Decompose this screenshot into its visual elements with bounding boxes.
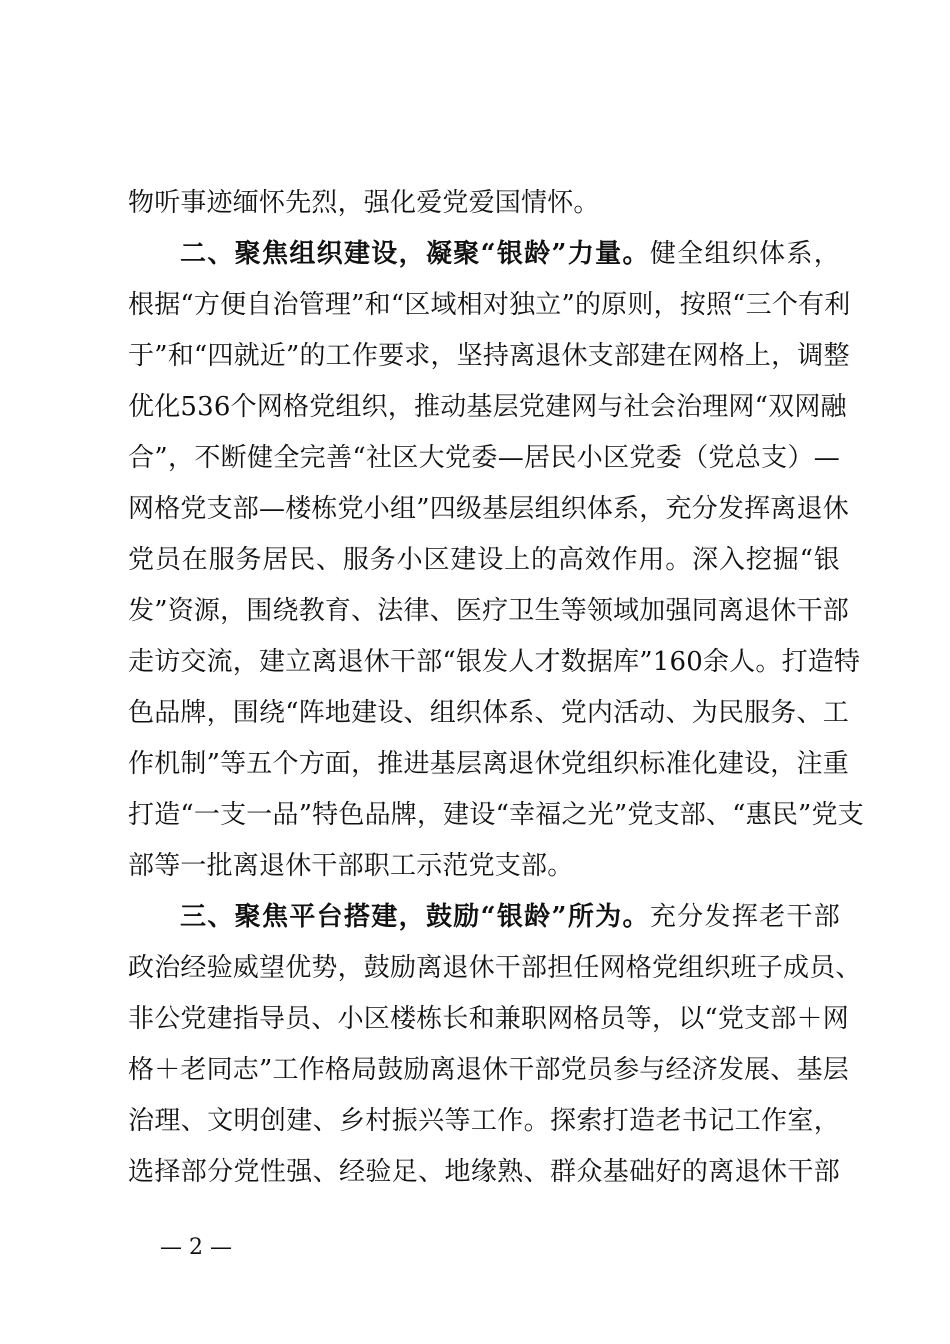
line-text: 健全组织体系， <box>649 239 840 269</box>
text-line <box>128 1096 840 1147</box>
text-line <box>128 535 840 586</box>
line-text: 非公党建指导员、小区楼栋长和兼职网格员等，以“党支部＋网 <box>128 1004 849 1034</box>
line-text: 打造“一支一品”特色品牌，建设“幸福之光”党支部、“惠民”党支 <box>128 800 864 830</box>
text-line <box>128 484 849 535</box>
text-line <box>128 178 840 229</box>
text-line <box>128 943 862 994</box>
line-text: 政治经验威望优势，鼓励离退休干部担任网格党组织班子成员、 <box>128 953 862 983</box>
line-text: 走访交流，建立离退休干部“银发人才数据库”160余人。打造特 <box>128 647 861 677</box>
text-line <box>128 1147 840 1198</box>
text-line <box>128 280 851 331</box>
line-text: 充分发挥老干部 <box>649 902 840 932</box>
section-heading-line <box>128 892 840 943</box>
text-line <box>128 1045 849 1096</box>
line-text: 物听事迹缅怀先烈，强化爱党爱国情怀。 <box>128 188 600 218</box>
text-line <box>128 790 864 841</box>
line-text: 色品牌，围绕“阵地建设、组织体系、党内活动、为民服务、工 <box>128 698 849 728</box>
page-number: — 2 — <box>160 1235 232 1260</box>
line-text: 格＋老同志”工作格局鼓励离退休干部党员参与经济发展、基层 <box>128 1055 849 1085</box>
line-text: 选择部分党性强、经验足、地缘熟、群众基础好的离退休干部 <box>128 1157 840 1187</box>
text-line <box>128 382 847 433</box>
text-line <box>128 994 849 1045</box>
section-heading: 二、聚焦组织建设，凝聚“银龄”力量。 <box>180 239 650 269</box>
body-text <box>128 178 864 1198</box>
section-heading-line <box>128 229 840 280</box>
line-text: 发”资源，围绕教育、法律、医疗卫生等领域加强同离退休干部 <box>128 596 849 626</box>
text-line <box>128 433 840 484</box>
line-text: 于”和“四就近”的工作要求，坚持离退休支部建在网格上，调整 <box>128 341 850 371</box>
line-text: 部等一批离退休干部职工示范党支部。 <box>128 851 574 881</box>
text-line <box>128 331 850 382</box>
line-text: 优化536个网格党组织，推动基层党建网与社会治理网“双网融 <box>128 392 847 422</box>
line-text: 网格党支部—楼栋党小组”四级基层组织体系，充分发挥离退休 <box>128 494 849 524</box>
text-line <box>128 688 849 739</box>
text-line <box>128 586 849 637</box>
text-line <box>128 841 840 892</box>
section-heading: 三、聚焦平台搭建，鼓励“银龄”所为。 <box>180 902 650 932</box>
line-text: 合”，不断健全完善“社区大党委—居民小区党委（党总支）— <box>128 443 840 473</box>
text-line <box>128 637 861 688</box>
text-line <box>128 739 849 790</box>
line-text: 根据“方便自治管理”和“区域相对独立”的原则，按照“三个有利 <box>128 290 851 320</box>
line-text: 作机制”等五个方面，推进基层离退休党组织标准化建设，注重 <box>128 749 849 779</box>
line-text: 党员在服务居民、服务小区建设上的高效作用。深入挖掘“银 <box>128 545 840 575</box>
line-text: 治理、文明创建、乡村振兴等工作。探索打造老书记工作室， <box>128 1106 840 1136</box>
